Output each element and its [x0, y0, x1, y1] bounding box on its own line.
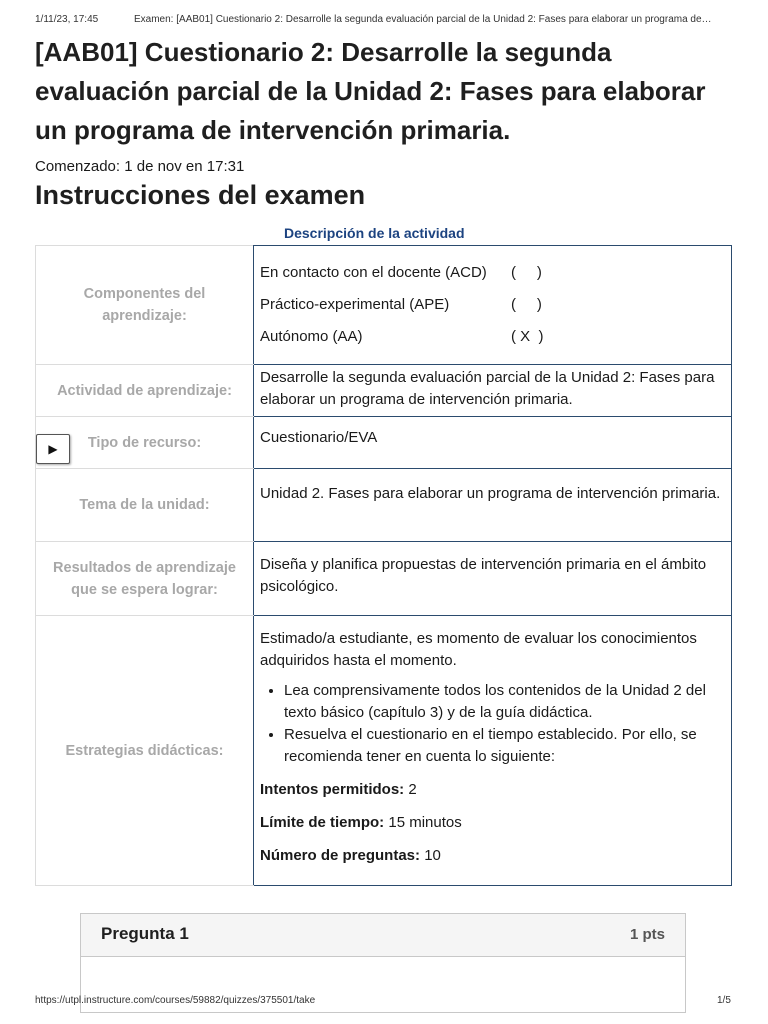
- question-count-label: Número de preguntas:: [260, 847, 421, 864]
- table-row: [36, 469, 732, 542]
- activity-description-table: [35, 245, 732, 886]
- print-footer-url: https://utpl.instructure.com/courses/59882/quizzes/375501/take: [35, 995, 316, 1006]
- component-mark: ( ): [511, 296, 542, 313]
- resource-label: Tipo de recurso:: [36, 417, 254, 469]
- question-count-line: [260, 845, 725, 867]
- play-button[interactable]: [36, 434, 70, 464]
- attempts-label: Intentos permitidos:: [260, 781, 405, 798]
- component-mark: ( X ): [511, 328, 544, 345]
- outcomes-value: [254, 542, 732, 616]
- table-row: [36, 542, 732, 616]
- time-limit-value: 15 minutos: [388, 814, 462, 831]
- print-page-number: 1/5: [717, 995, 731, 1006]
- activity-value: [254, 365, 732, 417]
- list-item: • Resuelva el cuestionario en el tiempo establecido. Por ello, se recomienda tener en cuenta lo siguiente:: [284, 724, 725, 768]
- activity-caption: Descripción de la actividad: [284, 225, 465, 241]
- quiz-title: [AAB01] Cuestionario 2: Desarrolle la segunda evaluación parcial de la Unidad 2: Fases para elaborar un programa de intervención primaria.: [35, 37, 706, 145]
- component-item: [260, 292, 725, 324]
- activity-text: Desarrolle la segunda evaluación parcial de la Unidad 2: Fases para elaborar un programa de intervención primaria.: [260, 369, 715, 408]
- instructions-heading: Instrucciones del examen: [35, 180, 366, 210]
- strategies-label: Estrategias didácticas:: [36, 616, 254, 886]
- outcomes-text: Diseña y planifica propuestas de intervención primaria en el ámbito psicológico.: [260, 556, 707, 595]
- resource-text: Cuestionario/EVA: [260, 429, 378, 446]
- question-points: 1 pts: [629, 926, 665, 943]
- component-item: [260, 260, 725, 292]
- components-cell: [254, 246, 732, 365]
- question-header: [81, 914, 685, 957]
- component-name: En contacto con el docente (ACD): [260, 264, 487, 281]
- table-row: [36, 417, 732, 469]
- question-count-value: 10: [424, 847, 441, 864]
- component-mark: ( ): [511, 264, 542, 281]
- table-row: [36, 365, 732, 417]
- strategies-intro: Estimado/a estudiante, es momento de evaluar los conocimientos adquiridos hasta el momento.: [260, 630, 697, 669]
- component-name: Práctico-experimental (APE): [260, 296, 450, 313]
- strategies-cell: [254, 616, 732, 886]
- component-name: Autónomo (AA): [260, 328, 363, 345]
- attempts-line: [260, 779, 725, 801]
- time-limit-label: Límite de tiempo:: [260, 814, 385, 831]
- print-header: [35, 14, 712, 25]
- print-page-title: Examen: [AAB01] Cuestionario 2: Desarrolle la segunda evaluación parcial de la Unidad 2: Fases para elaborar un programa de…: [134, 14, 712, 25]
- started-timestamp: Comenzado: 1 de nov en 17:31: [35, 158, 245, 175]
- attempts-value: 2: [408, 781, 417, 798]
- resource-value: [254, 417, 732, 469]
- list-item: • Lea comprensivamente todos los contenidos de la Unidad 2 del texto básico (capítulo 3) y de la guía didáctica.: [284, 680, 725, 724]
- components-label: Componentes del aprendizaje:: [36, 246, 254, 365]
- table-row: [36, 616, 732, 886]
- outcomes-label: Resultados de aprendizaje que se espera lograr:: [36, 542, 254, 616]
- topic-text: Unidad 2. Fases para elaborar un programa de intervención primaria.: [260, 485, 721, 502]
- play-icon: ▶: [48, 442, 58, 456]
- strategies-list: [260, 680, 725, 768]
- question-title: Pregunta 1: [101, 924, 189, 943]
- table-row: [36, 246, 732, 365]
- activity-label: Actividad de aprendizaje:: [36, 365, 254, 417]
- component-item: [260, 324, 725, 356]
- topic-label: Tema de la unidad:: [36, 469, 254, 542]
- print-datetime: 1/11/23, 17:45: [35, 14, 99, 25]
- topic-value: [254, 469, 732, 542]
- time-limit-line: [260, 812, 725, 834]
